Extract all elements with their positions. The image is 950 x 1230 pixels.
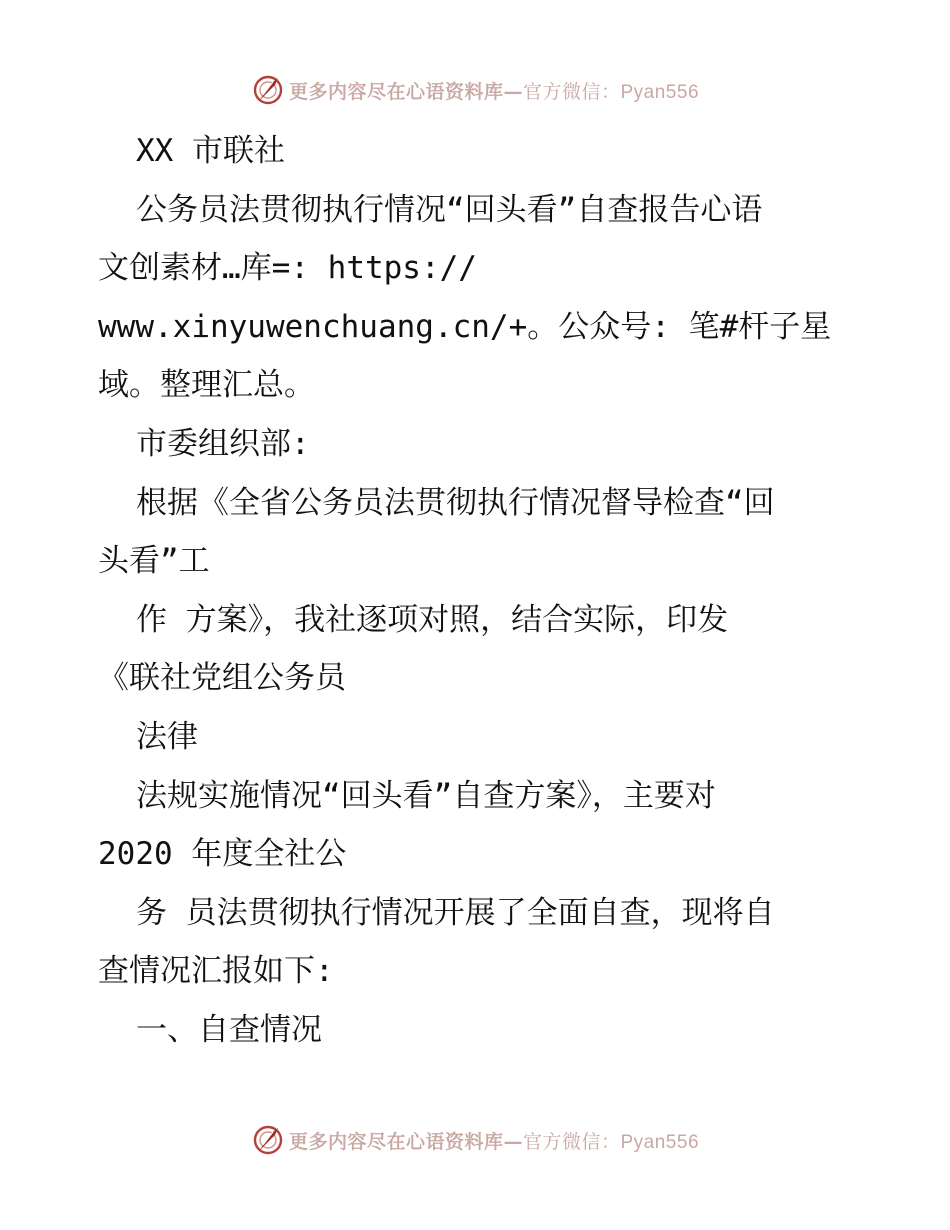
doc-line: 法规实施情况“回头看”自查方案》，主要对 — [136, 777, 716, 814]
doc-line: 作 方案》，我社逐项对照，结合实际，印发 — [136, 601, 729, 638]
doc-line: 查情况汇报如下: — [98, 953, 334, 990]
header-watermark — [0, 70, 950, 110]
doc-line: 法律 — [136, 718, 198, 755]
doc-line: 2020 年度全社公 — [98, 836, 347, 873]
doc-line: 文创素材…库=: https:// — [98, 250, 477, 287]
document-body — [98, 122, 898, 1060]
watermark-text: 更多内容尽在心语资料库—官方微信：Pyan556 — [288, 1130, 700, 1153]
quill-logo-icon — [251, 1123, 285, 1157]
doc-line: www.xinyuwenchuang.cn/+。公众号: 笔#杆子星 — [98, 308, 832, 345]
doc-line: 一、自查情况 — [136, 1011, 322, 1048]
doc-line: XX 市联社 — [136, 133, 285, 169]
doc-line: 市委组织部: — [136, 425, 310, 462]
quill-logo-icon — [251, 73, 285, 107]
footer-watermark — [0, 1120, 950, 1160]
doc-line: 域。整理汇总。 — [98, 367, 315, 404]
doc-line: 头看”工 — [98, 543, 210, 580]
doc-line: 公务员法贯彻执行情况“回头看”自查报告心语 — [136, 191, 763, 228]
doc-line: 务 员法贯彻执行情况开展了全面自查，现将自 — [136, 894, 775, 931]
watermark-text: 更多内容尽在心语资料库—官方微信：Pyan556 — [288, 80, 700, 103]
doc-line: 根据《全省公务员法贯彻执行情况督导检查“回 — [136, 484, 775, 521]
doc-line: 《联社党组公务员 — [98, 660, 346, 697]
